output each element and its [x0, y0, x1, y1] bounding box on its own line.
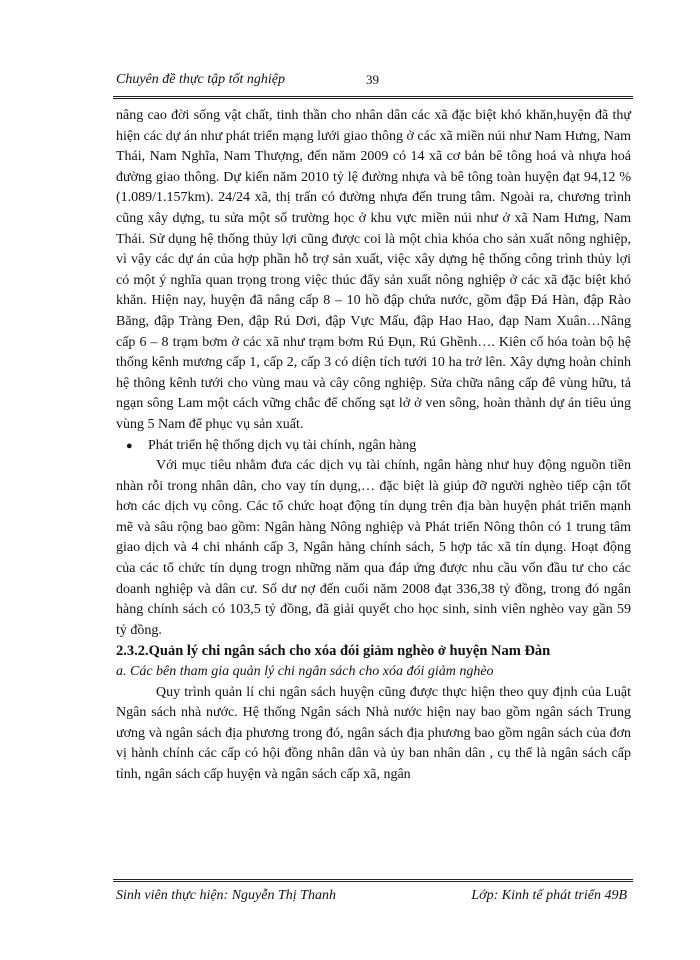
- paragraph-finance: Với mục tiêu nhằm đưa các dịch vụ tài chính, ngân hàng như huy động nguồn tiền nhàn rỗi trong nhân dân, cho vay tín dụng,… đặc biệt là giúp đỡ người nghèo tiếp cận tốt hơn các dịch vụ công. Các tổ chức hoạt động tín dụng trên địa bàn huyện phát triển mạnh mẽ và sâu rộng bao gồm: Ngân hàng Nông nghiệp và Phát triển Nông thôn có 1 trung tâm giao dịch và 4 chi nhánh cấp 3, Ngân hàng chính sách, 5 hợp tác xã tín dụng. Hoạt động của các tổ chức tín dụng trogn những năm qua đáp ứng được nhu cầu vốn đầu tư cho các doanh nghiệp và dân cư. Số dư nợ đến cuối năm 2008 đạt 336,38 tỷ đồng, trong đó ngân hàng chính sách có 103,5 tỷ đồng, đã giải quyết cho học sinh, sinh viên nghèo vay gần 59 tỷ đồng.: [116, 458, 631, 638]
- body-text: [116, 106, 631, 786]
- footer-student: Sinh viên thực hiện: Nguyễn Thị Thanh: [116, 888, 336, 903]
- bullet-text: Phát triển hệ thống dịch vụ tài chính, ngân hàng: [148, 437, 417, 453]
- subsection-heading: a. Các bên tham gia quản lý chi ngân sách cho xóa đói giảm nghèo: [116, 664, 494, 680]
- page-header: [113, 70, 633, 99]
- footer-class: Lớp: Kinh tế phát triển 49B: [471, 888, 627, 903]
- paragraph-budget: Quy trình quản lí chi ngân sách huyện cũng được thực hiện theo quy định của Luật Ngân sách nhà nước. Hệ thống Ngân sách Nhà nước hiện nay bao gồm ngân sách Trung ương và ngân sách địa phương trong đó, ngân sách địa phương bao gồm ngân sách của đơn vị hành chính các cấp có hội đồng nhân dân và ủy ban nhân dân , cụ thể là ngân sách cấp tỉnh, ngân sách cấp huyện và ngân sách cấp xã, ngân: [116, 684, 631, 782]
- page-number: 39: [366, 72, 379, 87]
- page-footer: [113, 879, 633, 912]
- header-title: Chuyên đề thực tập tốt nghiệp: [116, 72, 285, 87]
- bullet-item: [116, 436, 631, 457]
- paragraph-infrastructure: nâng cao đời sống vật chất, tinh thần cho nhân dân các xã đặc biệt khó khăn,huyện đã thự hiện các dự án như phát triển mạng lưới giao thông ở các xã miền núi như Nam Hưng, Nam Thái, Nam Nghĩa, Nam Thượng, đến năm 2009 có 14 xã cơ bản bê tông hoá và nhựa hoá đường giao thông. Dự kiến năm 2010 tỷ lệ đường nhựa và bê tông toàn huyện đạt 94,12 % (1.089/1.157km). 24/24 xã, thị trấn có đường nhựa đến trung tâm. Ngoài ra, chương trình cũng xây dựng, tu sửa một số trường học ở khu vực miền núi như ở xã Nam Hưng, Nam Thái. Sử dụng hệ thống thủy lợi cũng được coi là một chìa khóa cho sản xuất nông nghiệp, vì vậy các dự án của hợp phần hỗ trợ sản xuất, việc xây dựng hệ thống công trình thủy lợi có một ý nghĩa quan trọng trong việc thúc đẩy sản xuất nông nghiệp ở các xã đặc biệt khó khăn. Hiện nay, huyện đã nâng cấp 8 – 10 hồ đập chứa nước, gồm đập Đá Hàn, đập Rào Băng, đập Tràng Đen, đập Rú Dơi, đập Vực Mấu, đập Hao Hao, đạp Nam Xuân…Nâng cấp 6 – 8 trạm bơm ở các xã như trạm bơm Rú Đụn, Rú Ghềnh…. Kiên cố hóa toàn bộ hệ thống kênh mương cấp 1, cấp 2, cấp 3 có diện tích tưới 10 ha trở lên. Xây dựng hoàn chỉnh hệ thông kênh tưới cho vùng mau và cây công nghiệp. Sửa chữa nâng cấp đê vùng hữu, tả ngạn sông Lam một cách vững chắc để chống sạt lở ở ven sông, hoàn thành dự án tiêu úng vùng 5 Nam để phục vụ sản xuất.: [116, 108, 631, 432]
- section-heading: 2.3.2.Quản lý chi ngân sách cho xóa đói giảm nghèo ở huyện Nam Đàn: [116, 643, 551, 660]
- bullet-dot-icon: ●: [126, 439, 133, 452]
